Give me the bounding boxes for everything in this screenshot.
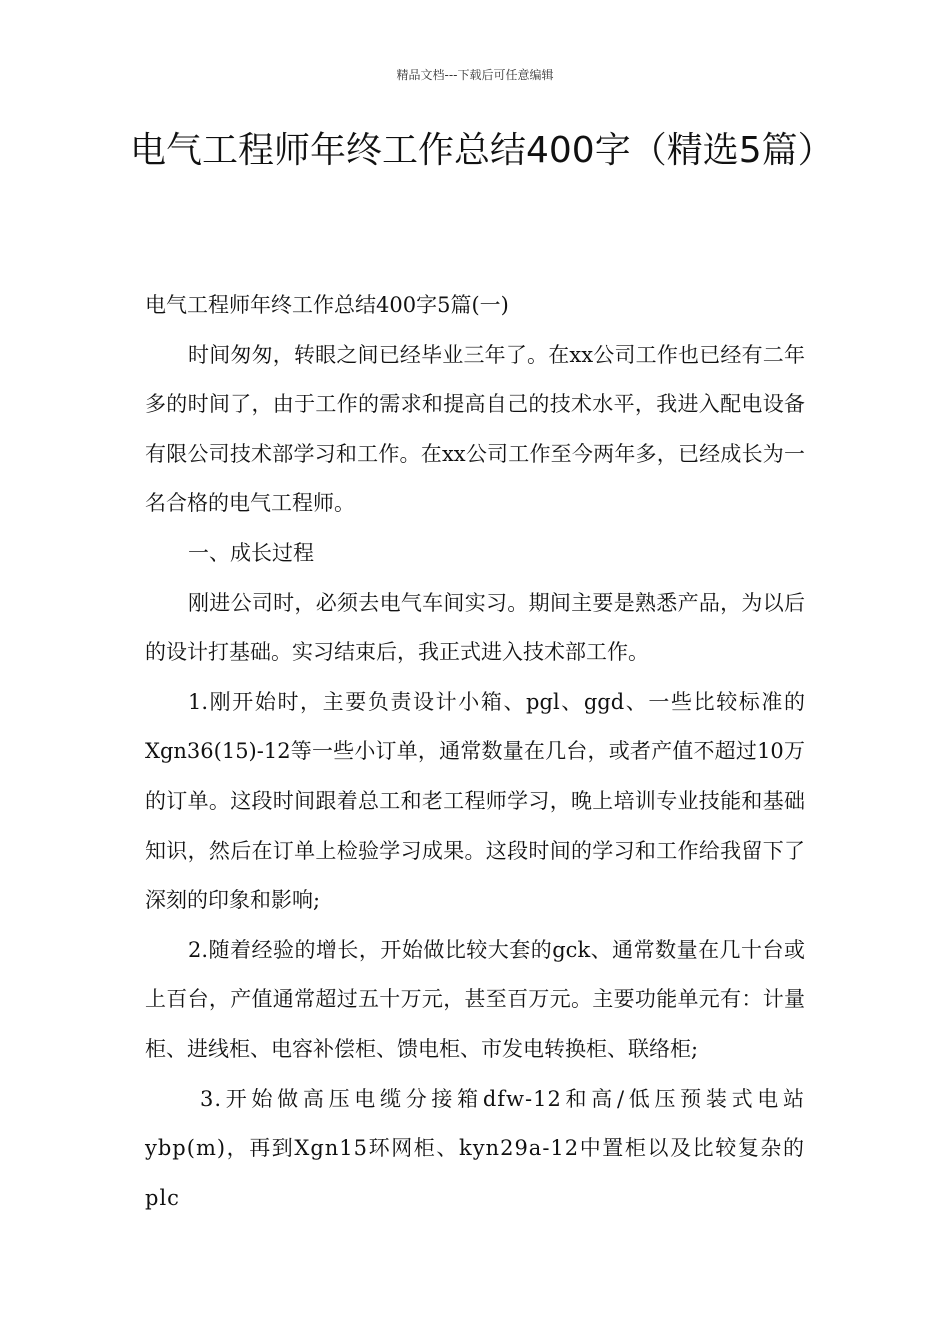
paragraph-item-1: 1.刚开始时，主要负责设计小箱、pgl、ggd、一些比较标准的Xgn36(15)-12等一些小订单，通常数量在几台，或者产值不超过10万的订单。这段时间跟着总工和老工程师学习，晚上培训专业技能和基础知识，然后在订单上检验学习成果。这段时间的学习和工作给我留下了深刻的印象和影响; — [145, 689, 805, 913]
document-title: 电气工程师年终工作总结400字（精选5篇） — [130, 130, 834, 171]
document-body — [145, 281, 805, 1223]
section-heading-growth: 一、成长过程 — [188, 540, 314, 565]
paragraph-internship: 刚进公司时，必须去电气车间实习。期间主要是熟悉产品，为以后的设计打基础。实习结束后，我正式进入技术部工作。 — [145, 590, 805, 665]
paragraph-intro: 时间匆匆，转眼之间已经毕业三年了。在xx公司工作也已经有二年多的时间了，由于工作的需求和提高自己的技术水平，我进入配电设备有限公司技术部学习和工作。在xx公司工作至今两年多，已经成长为一名合格的电气工程师。 — [145, 342, 805, 516]
paragraph-item-2: 2.随着经验的增长，开始做比较大套的gck、通常数量在几十台或上百台，产值通常超过五十万元，甚至百万元。主要功能单元有：计量柜、进线柜、电容补偿柜、馈电柜、市发电转换柜、联络柜; — [145, 937, 805, 1061]
header-note: 精品文档---下载后可任意编辑 — [396, 68, 554, 82]
paragraph-item-3: 3.开始做高压电缆分接箱dfw-12和高/低压预装式电站ybp(m)，再到Xgn15环网柜、kyn29a-12中置柜以及比较复杂的plc — [145, 1086, 805, 1210]
section-subtitle: 电气工程师年终工作总结400字5篇(一) — [145, 293, 509, 317]
